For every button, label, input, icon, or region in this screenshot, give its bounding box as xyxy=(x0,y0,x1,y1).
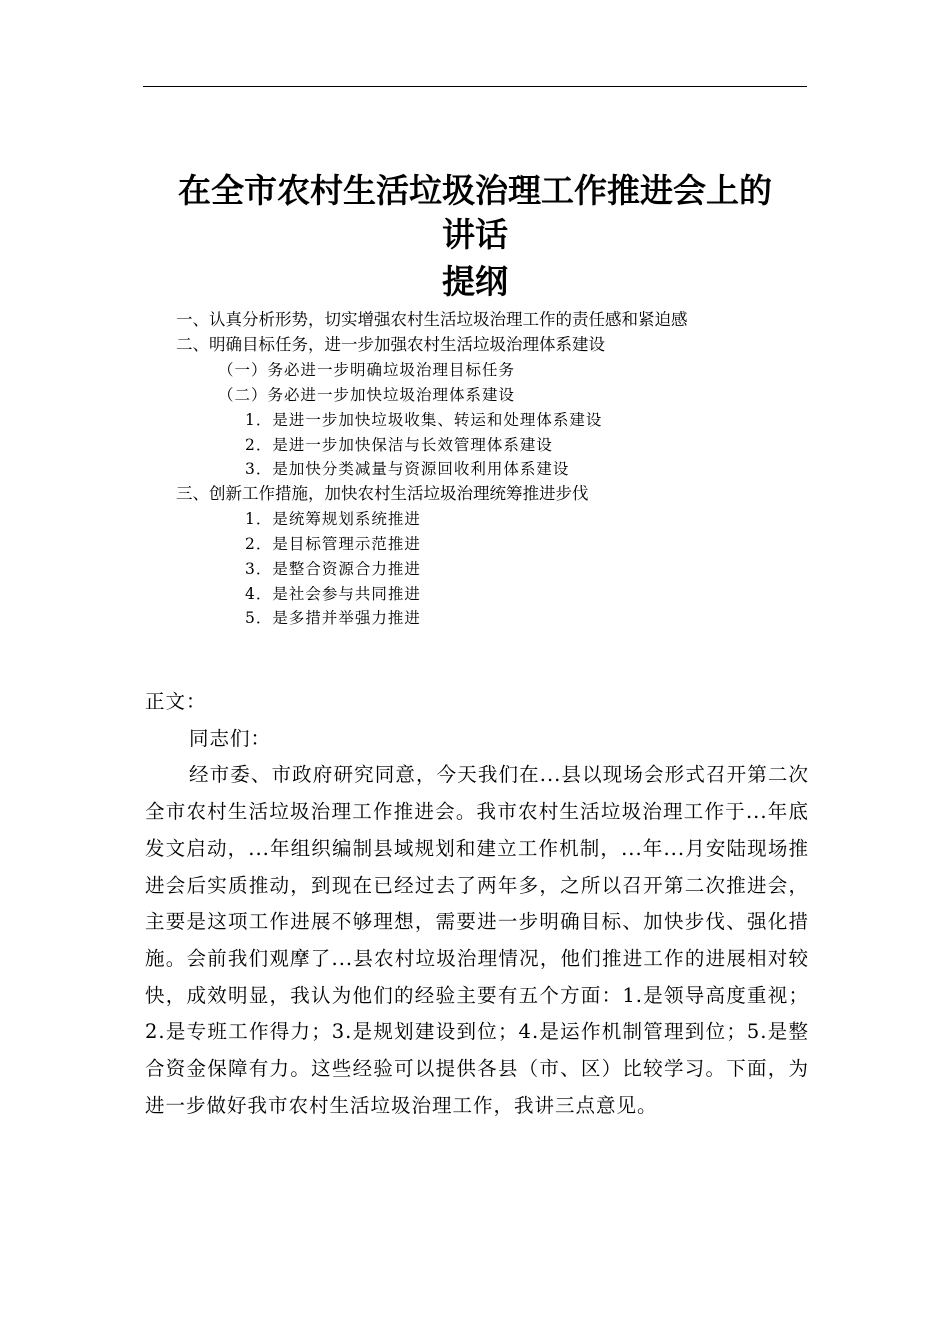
body-text xyxy=(145,684,809,1124)
outline-item: （一）务必进一步明确垃圾治理目标任务 xyxy=(218,361,516,379)
outline-item: 一、认真分析形势，切实增强农村生活垃圾治理工作的责任感和紧迫感 xyxy=(176,310,688,329)
body-paragraph: 经市委、市政府研究同意，今天我们在...县以现场会形式召开第二次全市农村生活垃圾治理工作推进会。我市农村生活垃圾治理工作于...年底发文启动，...年组织编制县域规划和建立工作机制，...年...月安陆现场推进会后实质推动，到现在已经过去了两年多，之所以召开第二次推进会，主要是这项工作进展不够理想，需要进一步明确目标、加快步伐、强化措施。会前我们观摩了...县农村垃圾治理情况，他们推进工作的进展相对较快，成效明显，我认为他们的经验主要有五个方面：1.是领导高度重视；2.是专班工作得力；3.是规划建设到位；4.是运作机制管理到位；5.是整合资金保障有力。这些经验可以提供各县（市、区）比较学习。下面，为进一步做好我市农村生活垃圾治理工作，我讲三点意见。 xyxy=(145,763,809,1117)
greeting: 同志们： xyxy=(189,726,272,750)
outline-heading: 提纲 xyxy=(442,262,508,301)
outline-item: 3．是加快分类减量与资源回收利用体系建设 xyxy=(245,460,570,478)
outline-item: 三、创新工作措施，加快农村生活垃圾治理统筹推进步伐 xyxy=(176,484,589,503)
outline-item: 1．是进一步加快垃圾收集、转运和处理体系建设 xyxy=(245,411,603,429)
document-title-line2: 讲话 xyxy=(442,215,508,254)
outline-item: 二、明确目标任务，进一步加强农村生活垃圾治理体系建设 xyxy=(176,335,605,354)
outline-item: 3．是整合资源合力推进 xyxy=(245,560,421,578)
body-label: 正文： xyxy=(145,690,207,713)
outline-item: 2．是目标管理示范推进 xyxy=(245,535,421,553)
outline-item: 4．是社会参与共同推进 xyxy=(245,585,421,603)
outline-item: 1．是统筹规划系统推进 xyxy=(245,510,421,528)
outline-item: 5．是多措并举强力推进 xyxy=(245,609,421,627)
header-rule xyxy=(143,86,807,87)
document-title-line1: 在全市农村生活垃圾治理工作推进会上的 xyxy=(178,171,772,210)
outline-item: 2．是进一步加快保洁与长效管理体系建设 xyxy=(245,436,553,454)
outline-item: （二）务必进一步加快垃圾治理体系建设 xyxy=(218,386,516,404)
